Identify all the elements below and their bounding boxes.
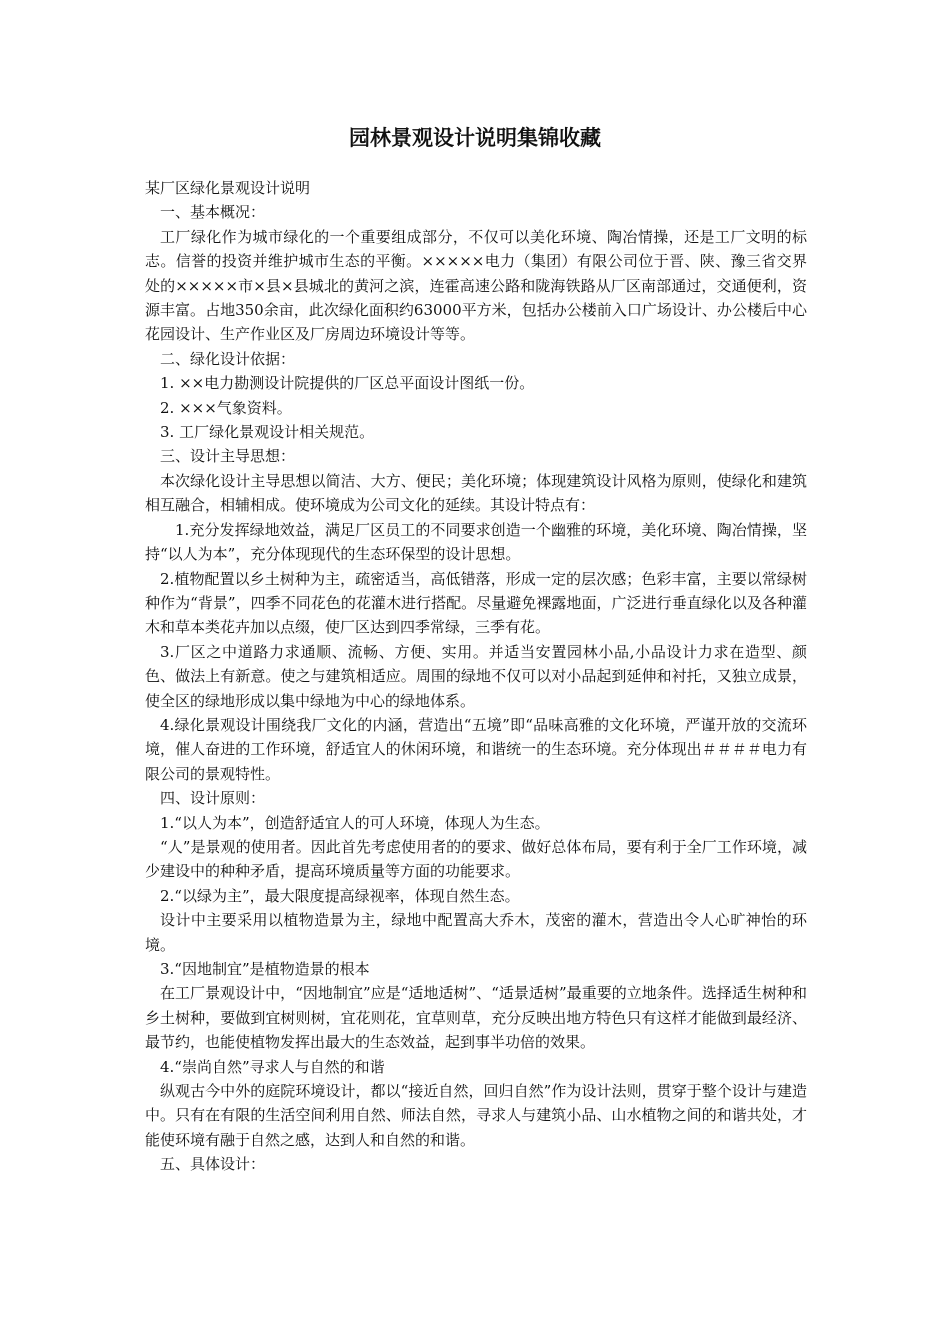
document-body bbox=[145, 176, 807, 1177]
document-title: 园林景观设计说明集锦收藏 bbox=[349, 126, 601, 150]
principle-heading: 3.“因地制宜”是植物造景的根本 bbox=[160, 960, 370, 978]
principle-heading: 4.“崇尚自然”寻求人与自然的和谐 bbox=[160, 1057, 385, 1076]
principle-heading: 1.“以人为本”，创造舒适宜人的可人环境，体现人为生态。 bbox=[160, 813, 550, 832]
principle-heading: 2.“以绿为主”，最大限度提高绿视率，体现自然生态。 bbox=[160, 886, 520, 905]
paragraph: 3.厂区之中道路力求通顺、流畅、方便、实用。并适当安置园林小品,小品设计力求在造型、颜色、做法上有新意。使之与建筑相适应。周围的绿地不仅可以对小品起到延伸和衬托，又独立成景，使全区的绿地形成以集中绿地为中心的绿地体系。 bbox=[145, 642, 807, 710]
list-item: 2. ×××气象资料。 bbox=[160, 398, 292, 417]
section-heading: 三、设计主导思想： bbox=[160, 447, 296, 466]
section-heading: 五、具体设计： bbox=[160, 1155, 266, 1174]
paragraph: 本次绿化设计主导思想以简洁、大方、便民；美化环境；体现建筑设计风格为原则，使绿化和建筑相互融合，相辅相成。使环境成为公司文化的延续。其设计特点有： bbox=[145, 471, 807, 515]
section-heading: 一、基本概况： bbox=[160, 203, 266, 222]
subtitle: 某厂区绿化景观设计说明 bbox=[145, 179, 311, 197]
paragraph: 在工厂景观设计中，“因地制宜”应是“适地适树”、“适景适树”最重要的立地条件。选择适生树种和乡土树种，要做到宜树则树，宜花则花，宜草则草，充分反映出地方特色只有这样才能做到最经济、最节约，也能使植物发挥出最大的生态效益，起到事半功倍的效果。 bbox=[145, 984, 807, 1052]
section-heading: 二、绿化设计依据： bbox=[160, 349, 296, 368]
paragraph: 设计中主要采用以植物造景为主，绿地中配置高大乔木，茂密的灌木，营造出令人心旷神怡的环境。 bbox=[145, 911, 807, 954]
paragraph: 1.充分发挥绿地效益，满足厂区员工的不同要求创造一个幽雅的环境，美化环境、陶冶情操，坚持“以人为本”，充分体现现代的生态环保型的设计思想。 bbox=[145, 520, 807, 564]
paragraph: 4.绿化景观设计围绕我厂文化的内涵，营造出“五境”即“品味高雅的文化环境，严谨开放的交流环境，催人奋进的工作环境，舒适宜人的休闲环境，和谐统一的生态环境。充分体现出＃＃＃＃电力有限公司的景观特性。 bbox=[145, 715, 807, 783]
section-heading: 四、设计原则： bbox=[160, 789, 266, 808]
paragraph: 纵观古今中外的庭院环境设计，都以“接近自然，回归自然”作为设计法则，贯穿于整个设计与建造中。只有在有限的生活空间利用自然、师法自然，寻求人与建筑小品、山水植物之间的和谐共处，才能使环境有融于自然之感，达到人和自然的和谐。 bbox=[145, 1082, 807, 1149]
paragraph: 工厂绿化作为城市绿化的一个重要组成部分，不仅可以美化环境、陶冶情操，还是工厂文明的标志。信誉的投资并维护城市生态的平衡。×××××电力（集团）有限公司位于晋、陕、豫三省交界处的×××××市×县×县城北的黄河之滨，连霍高速公路和陇海铁路从厂区南部通过，交通便利，资源丰富。占地350余亩，此次绿化面积约63000平方米，包括办公楼前入口广场设计、办公楼后中心花园设计、生产作业区及厂房周边环境设计等等。 bbox=[145, 227, 807, 344]
list-item: 1. ××电力勘测设计院提供的厂区总平面设计图纸一份。 bbox=[160, 374, 535, 393]
paragraph: “人”是景观的使用者。因此首先考虑使用者的的要求、做好总体布局，要有利于全厂工作环境，减少建设中的种种矛盾，提高环境质量等方面的功能要求。 bbox=[145, 837, 807, 881]
list-item: 3. 工厂绿化景观设计相关规范。 bbox=[160, 423, 375, 442]
paragraph: 2.植物配置以乡土树种为主，疏密适当，高低错落，形成一定的层次感；色彩丰富，主要以常绿树种作为“背景”，四季不同花色的花灌木进行搭配。尽量避免裸露地面，广泛进行垂直绿化以及各种灌木和草本类花卉加以点缀，使厂区达到四季常绿，三季有花。 bbox=[145, 569, 807, 637]
